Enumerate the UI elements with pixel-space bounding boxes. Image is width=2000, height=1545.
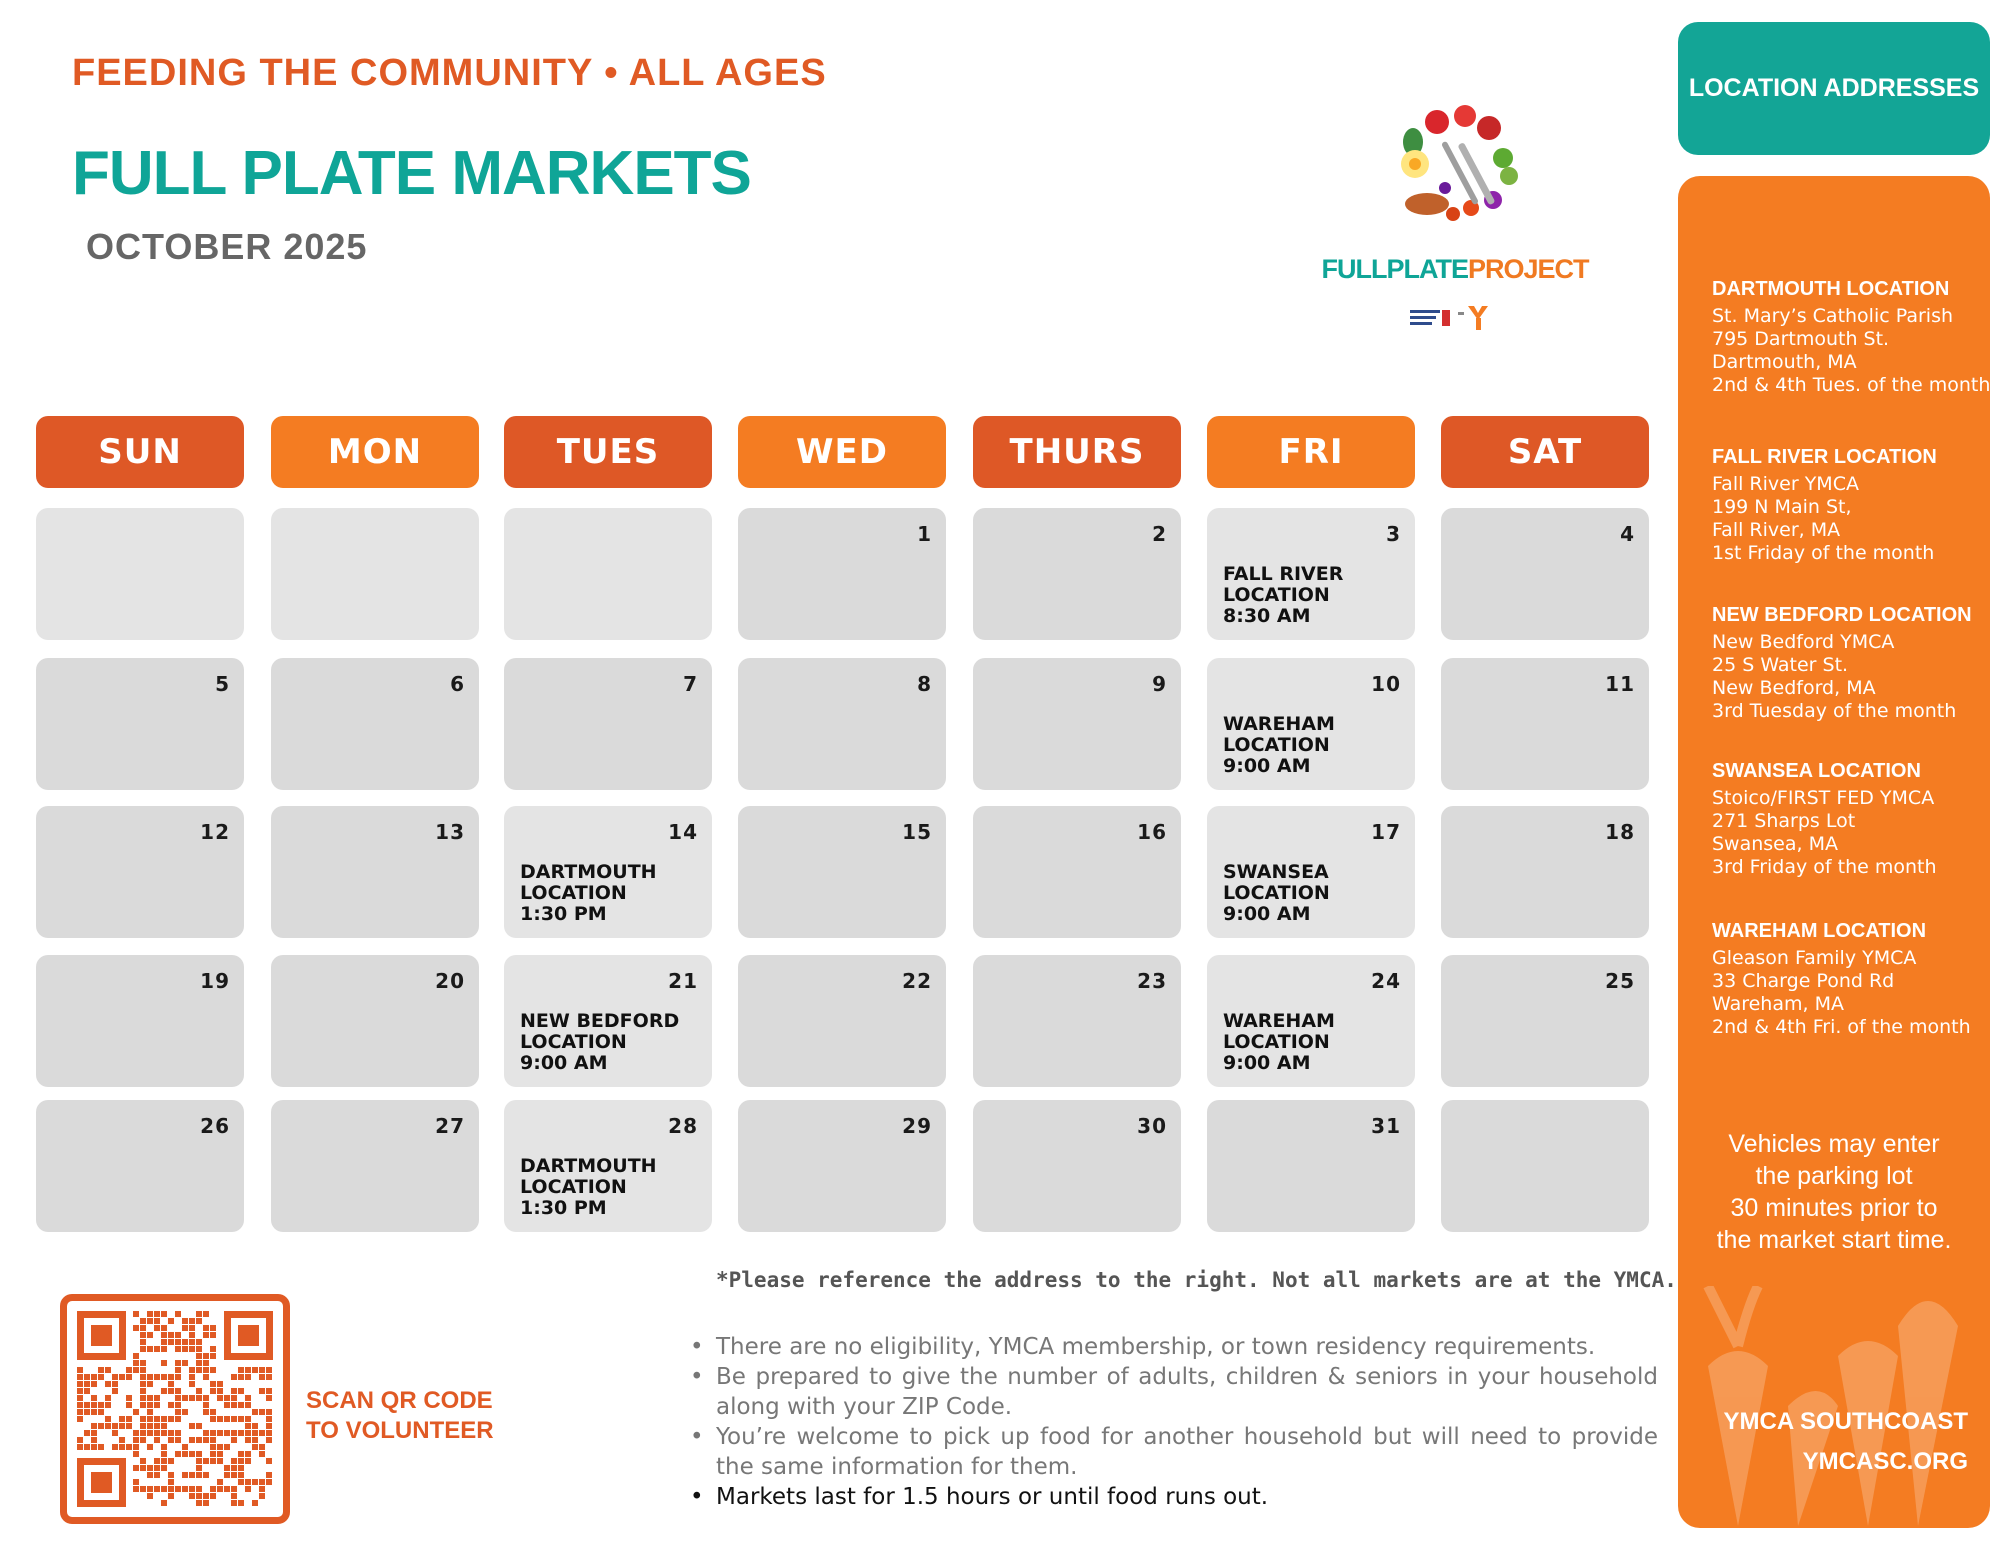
calendar-day-cell	[504, 806, 712, 938]
calendar-day-cell	[271, 1100, 479, 1232]
location-name: SWANSEA LOCATION	[1712, 760, 1921, 782]
calendar-day-cell	[1207, 1100, 1415, 1232]
day-number: 27	[435, 1114, 465, 1138]
location-address-line: 271 Sharps Lot	[1712, 810, 1856, 832]
day-number: 26	[200, 1114, 230, 1138]
location-address-line: Swansea, MA	[1712, 833, 1838, 855]
month-label: OCTOBER 2025	[86, 226, 368, 267]
calendar-day-cell	[1441, 508, 1649, 640]
calendar-day-cell	[738, 658, 946, 790]
day-number: 4	[1620, 522, 1635, 546]
day-number: 17	[1371, 820, 1401, 844]
location-address-line: 25 S Water St.	[1712, 654, 1849, 676]
calendar-day-cell	[504, 658, 712, 790]
day-number: 6	[450, 672, 465, 696]
location-address-line: 1st Friday of the month	[1712, 542, 1935, 564]
qr-code-icon	[77, 1311, 273, 1507]
vehicle-note: Vehicles may enter the parking lot 30 minutes prior to the market start time.	[1716, 1130, 1952, 1254]
location-address-line: 33 Charge Pond Rd	[1712, 970, 1895, 992]
location-address-line: 795 Dartmouth St.	[1712, 328, 1890, 350]
calendar-day-cell	[504, 1100, 712, 1232]
location-block	[1712, 604, 1982, 723]
day-number: 19	[200, 969, 230, 993]
day-number: 18	[1605, 820, 1635, 844]
location-address-line: 199 N Main St,	[1712, 496, 1852, 518]
partner-logos	[1408, 300, 1508, 334]
calendar-day-cell	[1441, 658, 1649, 790]
day-number: 28	[668, 1114, 698, 1138]
location-name: DARTMOUTH LOCATION	[1712, 278, 1950, 300]
calendar-day-cell	[271, 508, 479, 640]
day-number: 8	[917, 672, 932, 696]
calendar-day-cell	[973, 955, 1181, 1087]
day-header-tues: TUES	[504, 416, 712, 488]
location-addresses-heading: LOCATION ADDRESSES	[1678, 22, 1990, 155]
day-number: 2	[1152, 522, 1167, 546]
calendar-day-cell	[973, 508, 1181, 640]
day-number: 25	[1605, 969, 1635, 993]
calendar-day-cell	[973, 1100, 1181, 1232]
day-number: 7	[683, 672, 698, 696]
calendar-day-cell	[1441, 1100, 1649, 1232]
org-name: YMCA SOUTHCOAST	[1723, 1408, 1968, 1435]
location-block	[1712, 446, 1982, 565]
location-address-line: Dartmouth, MA	[1712, 351, 1857, 373]
calendar-day-cell	[1441, 806, 1649, 938]
location-address-line: Gleason Family YMCA	[1712, 947, 1917, 969]
day-number: 13	[435, 820, 465, 844]
market-event: WAREHAM LOCATION 9:00 AM	[1223, 1010, 1335, 1074]
info-bullet: • There are no eligibility, YMCA membership, or town residency requirements.	[690, 1332, 1658, 1362]
day-header-sat: SAT	[1441, 416, 1649, 488]
calendar-day-cell	[1207, 508, 1415, 640]
location-name: FALL RIVER LOCATION	[1712, 446, 1937, 468]
page-title: FULL PLATE MARKETS	[72, 139, 751, 208]
location-address-line: 2nd & 4th Tues. of the month	[1712, 374, 1990, 396]
calendar-day-cell	[271, 658, 479, 790]
market-event: DARTMOUTH LOCATION 1:30 PM	[520, 1155, 657, 1219]
location-panel	[1678, 176, 1990, 1528]
day-number: 30	[1137, 1114, 1167, 1138]
calendar-day-cell	[738, 955, 946, 1087]
logo-text-full: FULLPLATE	[1321, 254, 1468, 284]
market-event: NEW BEDFORD LOCATION 9:00 AM	[520, 1010, 680, 1074]
day-number: 14	[668, 820, 698, 844]
location-block	[1712, 920, 1982, 1039]
day-number: 11	[1605, 672, 1635, 696]
carrot-decoration-icon	[1678, 1286, 1990, 1526]
calendar-day-cell	[504, 955, 712, 1087]
food-wheel-icon	[1385, 100, 1525, 240]
org-url[interactable]: YMCASC.ORG	[1802, 1448, 1968, 1475]
calendar-day-cell	[36, 806, 244, 938]
day-number: 31	[1371, 1114, 1401, 1138]
location-address-line: 2nd & 4th Fri. of the month	[1712, 1016, 1971, 1038]
location-block	[1712, 278, 1990, 397]
calendar-day-cell	[36, 955, 244, 1087]
location-name: NEW BEDFORD LOCATION	[1712, 604, 1972, 626]
volunteer-qr-code[interactable]	[60, 1294, 290, 1524]
calendar-day-cell	[271, 806, 479, 938]
address-note: *Please reference the address to the right. Not all markets are at the YMCA.	[716, 1268, 1677, 1292]
day-number: 1	[917, 522, 932, 546]
day-number: 15	[902, 820, 932, 844]
day-number: 29	[902, 1114, 932, 1138]
day-header-sun: SUN	[36, 416, 244, 488]
calendar-day-cell	[738, 1100, 946, 1232]
market-event: SWANSEA LOCATION 9:00 AM	[1223, 861, 1330, 925]
market-event: WAREHAM LOCATION 9:00 AM	[1223, 713, 1335, 777]
calendar-day-cell	[1207, 806, 1415, 938]
calendar-day-cell	[1207, 658, 1415, 790]
logo-text	[1320, 254, 1590, 285]
info-bullet: • Markets last for 1.5 hours or until food runs out.	[690, 1482, 1658, 1512]
day-number: 12	[200, 820, 230, 844]
day-number: 3	[1386, 522, 1401, 546]
location-address-line: 3rd Friday of the month	[1712, 856, 1937, 878]
logo-text-project: PROJECT	[1467, 254, 1589, 284]
location-address-line: Fall River, MA	[1712, 519, 1841, 541]
qr-label: SCAN QR CODE TO VOLUNTEER	[306, 1387, 494, 1444]
day-header-fri: FRI	[1207, 416, 1415, 488]
location-address-line: St. Mary’s Catholic Parish	[1712, 305, 1954, 327]
day-number: 23	[1137, 969, 1167, 993]
calendar-day-cell	[973, 658, 1181, 790]
day-header-thurs: THURS	[973, 416, 1181, 488]
market-event: FALL RIVER LOCATION 8:30 AM	[1223, 563, 1344, 627]
calendar-day-cell	[1207, 955, 1415, 1087]
calendar-day-cell	[738, 508, 946, 640]
calendar-day-cell	[973, 806, 1181, 938]
day-number: 24	[1371, 969, 1401, 993]
info-list	[690, 1332, 1658, 1512]
info-bullet: • You’re welcome to pick up food for another household but will need to provide the same information for them.	[690, 1422, 1658, 1482]
tagline: FEEDING THE COMMUNITY • ALL AGES	[72, 52, 827, 94]
location-address-line: Fall River YMCA	[1712, 473, 1859, 495]
day-number: 5	[215, 672, 230, 696]
calendar-day-cell	[36, 658, 244, 790]
calendar-day-cell	[504, 508, 712, 640]
location-name: WAREHAM LOCATION	[1712, 920, 1927, 942]
location-address-line: 3rd Tuesday of the month	[1712, 700, 1957, 722]
calendar-day-cell	[36, 1100, 244, 1232]
calendar-day-cell	[271, 955, 479, 1087]
location-address-line: New Bedford YMCA	[1712, 631, 1895, 653]
day-number: 10	[1371, 672, 1401, 696]
day-number: 20	[435, 969, 465, 993]
location-address-line: Stoico/FIRST FED YMCA	[1712, 787, 1935, 809]
full-plate-project-logo	[1320, 100, 1590, 340]
day-number: 22	[902, 969, 932, 993]
calendar-day-cell	[1441, 955, 1649, 1087]
location-block	[1712, 760, 1982, 879]
info-bullet: • Be prepared to give the number of adults, children & seniors in your household along with your ZIP Code.	[690, 1362, 1658, 1422]
day-number: 16	[1137, 820, 1167, 844]
day-number: 9	[1152, 672, 1167, 696]
day-header-wed: WED	[738, 416, 946, 488]
location-address-line: Wareham, MA	[1712, 993, 1844, 1015]
day-number: 21	[668, 969, 698, 993]
calendar-day-cell	[36, 508, 244, 640]
calendar-day-cell	[738, 806, 946, 938]
market-event: DARTMOUTH LOCATION 1:30 PM	[520, 861, 657, 925]
location-address-line: New Bedford, MA	[1712, 677, 1876, 699]
day-header-mon: MON	[271, 416, 479, 488]
